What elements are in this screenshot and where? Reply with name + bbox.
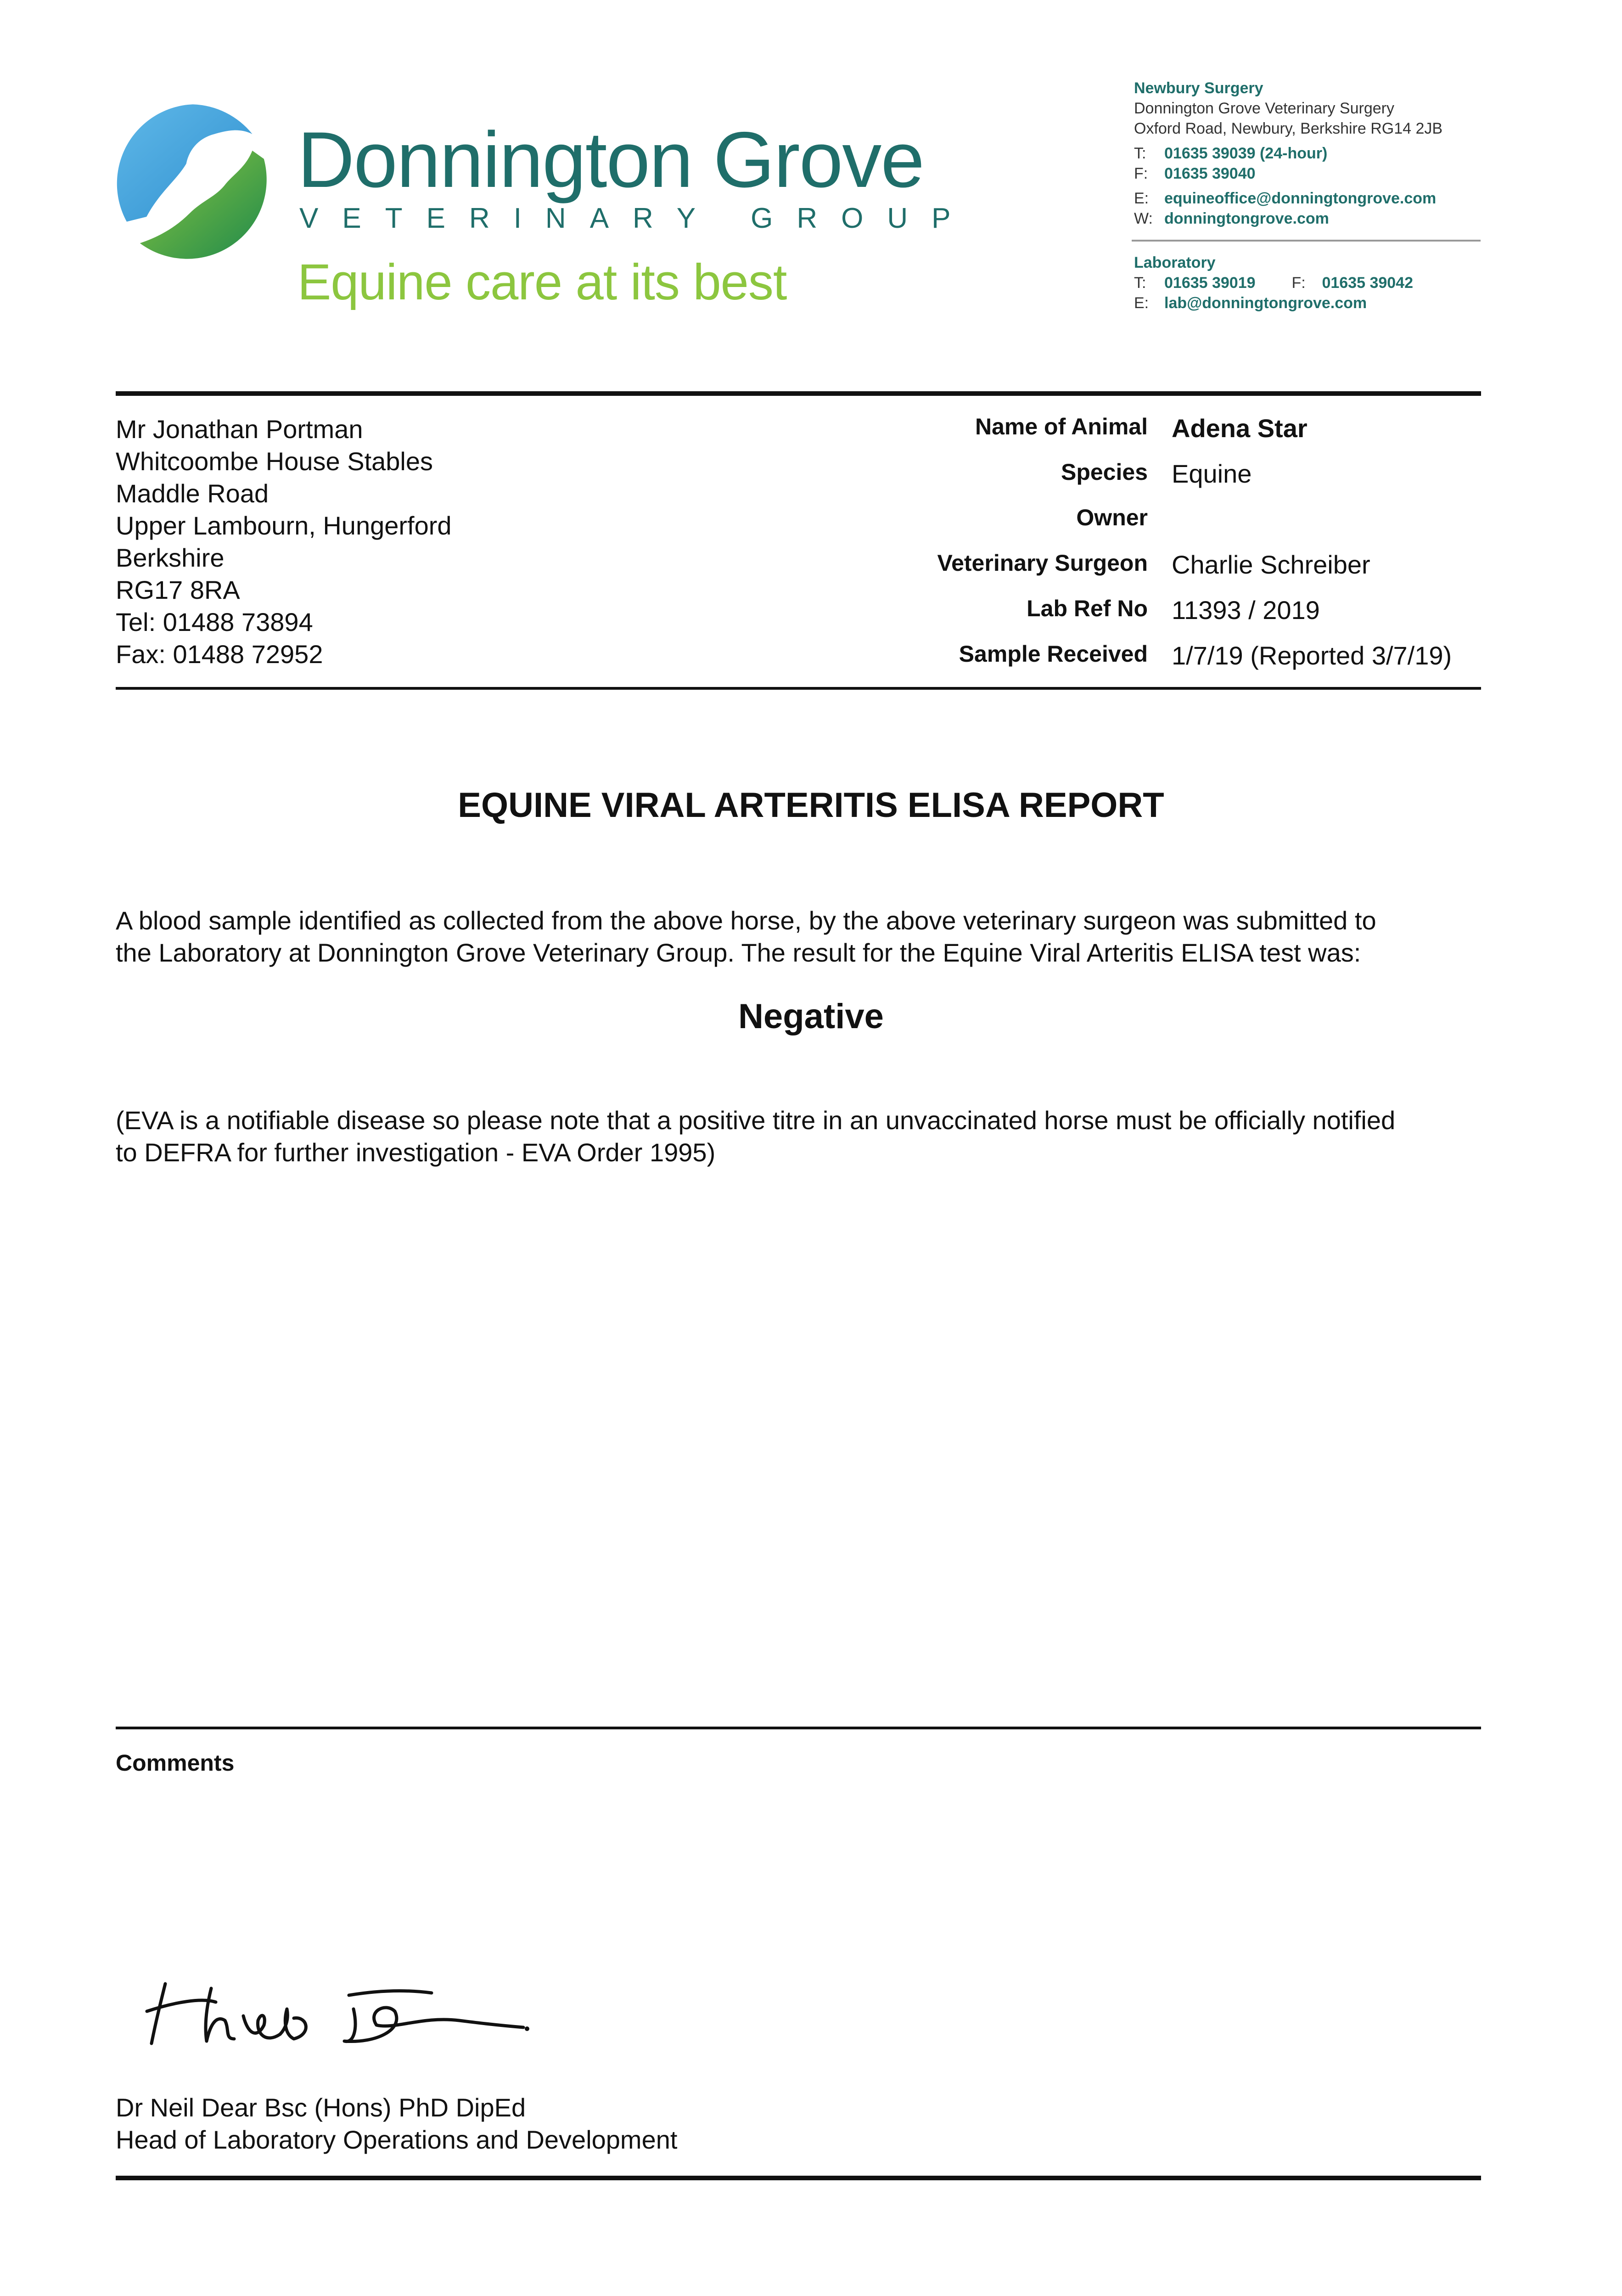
fax-label: F: bbox=[1134, 165, 1148, 182]
email-label: E: bbox=[1134, 190, 1149, 207]
surgery-address-line: Oxford Road, Newbury, Berkshire RG14 2JB bbox=[1134, 120, 1443, 137]
comments-label: Comments bbox=[116, 1750, 235, 1776]
laboratory-fax: 01635 39042 bbox=[1322, 274, 1413, 292]
website-link[interactable]: donningtongrove.com bbox=[1164, 210, 1329, 227]
brand-name: Donnington Grove bbox=[297, 116, 924, 204]
veterinary-surgeon: Charlie Schreiber bbox=[1172, 550, 1370, 579]
surgery-email-link[interactable]: equineoffice@donningtongrove.com bbox=[1164, 190, 1437, 207]
web-label: W: bbox=[1134, 210, 1153, 227]
address-line: Mr Jonathan Portman bbox=[116, 415, 363, 444]
info-label: Lab Ref No bbox=[1027, 596, 1148, 621]
email-label: E: bbox=[1134, 294, 1149, 312]
signer-block bbox=[116, 2092, 677, 2156]
info-label: Veterinary Surgeon bbox=[937, 550, 1148, 576]
info-label: Name of Animal bbox=[975, 414, 1148, 439]
animal-species: Equine bbox=[1172, 459, 1252, 488]
report-note-line: to DEFRA for further investigation - EVA Order 1995) bbox=[116, 1138, 716, 1167]
recipient-address bbox=[116, 413, 452, 670]
comments-rule bbox=[116, 1727, 1481, 1729]
info-label: Owner bbox=[1076, 505, 1148, 530]
report-intro-line: the Laboratory at Donnington Grove Veterinary Group. The result for the Equine Viral Arteritis ELISA test was: bbox=[116, 938, 1361, 967]
address-line: Berkshire bbox=[116, 543, 224, 572]
header-rule bbox=[116, 391, 1481, 396]
report-title: EQUINE VIRAL ARTERITIS ELISA REPORT bbox=[458, 786, 1164, 825]
animal-name: Adena Star bbox=[1172, 414, 1308, 443]
surgery-fax: 01635 39040 bbox=[1164, 165, 1256, 182]
address-line: Fax: 01488 72952 bbox=[116, 640, 323, 669]
laboratory-phone[interactable]: 01635 39019 bbox=[1164, 274, 1256, 292]
info-label: Sample Received bbox=[959, 641, 1148, 667]
brand-subtitle: VETERINARY GROUP bbox=[299, 203, 975, 234]
fax-label: F: bbox=[1291, 274, 1306, 292]
horse-head-logo-icon bbox=[110, 101, 275, 266]
address-line: Maddle Road bbox=[116, 479, 269, 508]
address-line: Whitcoombe House Stables bbox=[116, 447, 433, 476]
info-rule bbox=[116, 687, 1481, 690]
address-line: Upper Lambourn, Hungerford bbox=[116, 511, 452, 540]
report-intro bbox=[116, 905, 1493, 969]
lab-ref-number: 11393 / 2019 bbox=[1172, 596, 1320, 625]
footer-rule bbox=[116, 2176, 1481, 2180]
surgery-phone[interactable]: 01635 39039 (24-hour) bbox=[1164, 145, 1328, 162]
surgery-heading: Newbury Surgery bbox=[1134, 79, 1263, 97]
surgery-address-line: Donnington Grove Veterinary Surgery bbox=[1134, 100, 1394, 117]
tel-label: T: bbox=[1134, 274, 1146, 292]
surgery-contact-block bbox=[1134, 78, 1442, 229]
info-label: Species bbox=[1061, 459, 1148, 485]
laboratory-email-link[interactable]: lab@donningtongrove.com bbox=[1164, 294, 1367, 312]
sample-received: 1/7/19 (Reported 3/7/19) bbox=[1172, 641, 1452, 670]
tel-label: T: bbox=[1134, 145, 1146, 162]
signer-role: Head of Laboratory Operations and Development bbox=[116, 2125, 678, 2154]
brand-tagline: Equine care at its best bbox=[297, 254, 787, 310]
laboratory-heading: Laboratory bbox=[1134, 254, 1216, 271]
handwritten-signature bbox=[138, 1965, 542, 2057]
report-intro-line: A blood sample identified as collected from the above horse, by the above veterinary surgeon was submitted to bbox=[116, 906, 1376, 935]
contact-divider bbox=[1132, 240, 1481, 242]
report-note-line: (EVA is a notifiable disease so please note that a positive titre in an unvaccinated horse must be officially notified bbox=[116, 1106, 1396, 1135]
signer-name: Dr Neil Dear Bsc (Hons) PhD DipEd bbox=[116, 2093, 526, 2122]
laboratory-contact-block bbox=[1134, 253, 1413, 313]
report-note bbox=[116, 1104, 1493, 1169]
address-line: Tel: 01488 73894 bbox=[116, 608, 313, 636]
address-line: RG17 8RA bbox=[116, 575, 240, 604]
test-result: Negative bbox=[738, 997, 884, 1036]
